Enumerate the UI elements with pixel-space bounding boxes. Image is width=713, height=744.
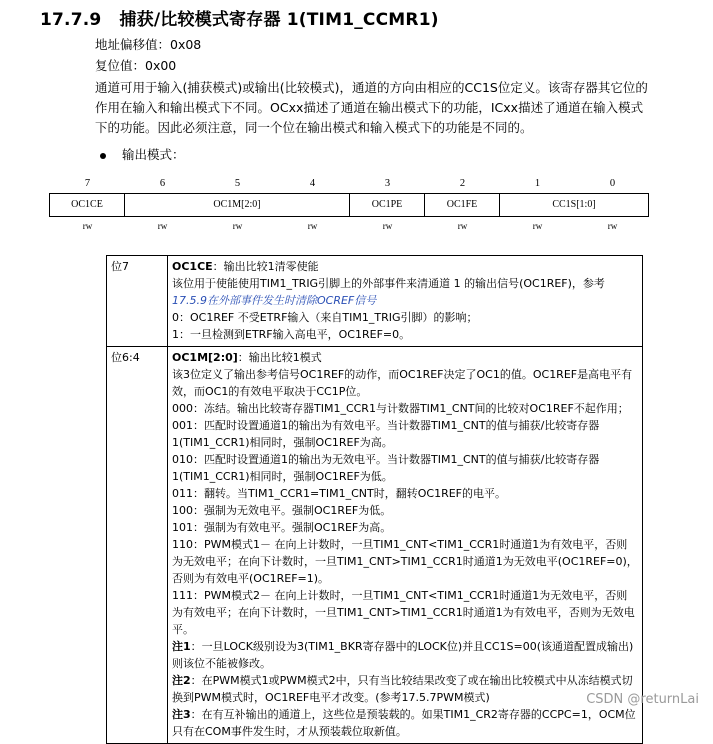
field-name: OC1M[2:0] (172, 351, 238, 364)
description-line: 010：匹配时设置通道1的输出为无效电平。当计数器TIM1_CNT的值与捕获/比较寄存器1(TIM1_CCR1)相同时，强制OC1REF为低。 (172, 453, 600, 483)
note-label: 注2 (172, 674, 191, 687)
bit-description-table (106, 255, 643, 744)
description-line: 001：匹配时设置通道1的输出为有效电平。当计数器TIM1_CNT的值与捕获/比较寄存器1(TIM1_CCR1)相同时，强制OC1REF为高。 (172, 419, 600, 449)
bit-number: 4 (309, 178, 316, 189)
access-type: rw (232, 221, 243, 231)
note-text: ：在有互补输出的通道上，这些位是预装载的。如果TIM1_CR2寄存器的CCPC=1，OCM位只有在COM事件发生时，才从预装载位取新值。 (172, 708, 636, 738)
bit-number-row (50, 178, 650, 190)
table-row (107, 256, 643, 347)
field-oc1ce: OC1CE (50, 194, 125, 216)
field-summary: ：输出比较1模式 (237, 351, 322, 364)
description-line: 000：冻结。输出比较寄存器TIM1_CCR1与计数器TIM1_CNT间的比较对OC1REF不起作用； (172, 402, 629, 415)
bit-number: 5 (234, 178, 241, 189)
section-title (40, 5, 439, 30)
field-oc1m: OC1M[2:0] (125, 194, 350, 216)
description-line: 101：强制为有效电平。强制OC1REF为高。 (172, 521, 392, 534)
description-line: 110：PWM模式1－ 在向上计数时，一旦TIM1_CNT<TIM1_CCR1时通道1为有效电平，否则为无效电平；在向下计数时，一旦TIM1_CNT>TIM1_CCR1时通道1为无效电平(OC1REF=0)，否则为有效电平(OC1REF=1)。 (172, 538, 638, 585)
intro-paragraph: 通道可用于输入(捕获模式)或输出(比较模式)，通道的方向由相应的CC1S位定义。该寄存器其它位的作用在输入和输出模式下不同。OCxx描述了通道在输出模式下的功能，ICxx描述了通道在输入模式下的功能。因此必须注意，同一个位在输出模式和输入模式下的功能是不同的。 (95, 80, 648, 135)
bit-number: 3 (384, 178, 391, 189)
description-line: 011：翻转。当TIM1_CCR1=TIM1_CNT时，翻转OC1REF的电平。 (172, 487, 507, 500)
bullet-dot-icon (100, 153, 106, 159)
description-cell (168, 256, 643, 347)
watermark: CSDN @returnLai (586, 692, 699, 707)
access-type: rw (82, 221, 93, 231)
description-cell (168, 347, 643, 744)
description-line: 该位用于使能使用TIM1_TRIG引脚上的外部事件来清通道 1 的输出信号(OC1REF)，参考 (172, 277, 605, 290)
access-type: rw (532, 221, 543, 231)
field-cc1s: CC1S[1:0] (552, 199, 596, 210)
reference-link[interactable]: 17.5.9在外部事件发生时清除OCREF信号 (172, 294, 377, 307)
address-offset: 地址偏移值：0x08 (95, 37, 202, 52)
description-line: 1：一旦检测到ETRF输入高电平，OC1REF=0。 (172, 328, 411, 341)
bullet-label: 输出模式： (122, 147, 185, 162)
table-row (107, 347, 643, 744)
note-label: 注1 (172, 640, 191, 653)
access-type: rw (157, 221, 168, 231)
field-oc1pe: OC1PE (350, 194, 425, 216)
bit-number: 6 (159, 178, 166, 189)
section-number: 17.7.9 (40, 10, 102, 30)
field-name: OC1CE (172, 260, 213, 273)
reset-value: 复位值：0x00 (95, 58, 177, 73)
bit-number: 7 (84, 178, 91, 189)
note-label: 注3 (172, 708, 191, 721)
access-row (50, 221, 650, 233)
note-text: ：一旦LOCK级别设为3(TIM1_BKR寄存器中的LOCK位)并且CC1S=00(该通道配置成输出)则该位不能被修改。 (172, 640, 634, 670)
output-mode-bullet (100, 145, 185, 163)
access-type: rw (457, 221, 468, 231)
description-line: 100：强制为无效电平。强制OC1REF为低。 (172, 504, 392, 517)
access-type: rw (607, 221, 618, 231)
bit-number: 0 (609, 178, 616, 189)
bit-cell: 位7 (107, 256, 168, 347)
field-oc1fe: OC1FE (425, 194, 500, 216)
description-line: 该3位定义了输出参考信号OC1REF的动作，而OC1REF决定了OC1的值。OC1REF是高电平有效，而OC1的有效电平取决于CC1P位。 (172, 368, 633, 398)
description-line: 111：PWM模式2－ 在向上计数时，一旦TIM1_CNT<TIM1_CCR1时通道1为无效电平，否则为有效电平；在向下计数时，一旦TIM1_CNT>TIM1_CCR1时通道1为有效电平，否则为无效电平。 (172, 589, 635, 636)
bit-cell: 位6:4 (107, 347, 168, 744)
section-heading: 捕获/比较模式寄存器 1(TIM1_CCMR1) (119, 10, 439, 30)
access-type: rw (382, 221, 393, 231)
description-line: 0：OC1REF 不受ETRF输入（来自TIM1_TRIG引脚）的影响； (172, 311, 478, 324)
note-text: ：在PWM模式1或PWM模式2中，只有当比较结果改变了或在输出比较模式中从冻结模式切换到PWM模式时，OC1REF电平才改变。(参考17.5.7PWM模式) (172, 674, 633, 704)
register-field-map (49, 193, 649, 217)
access-type: rw (307, 221, 318, 231)
bit-number: 1 (534, 178, 541, 189)
field-summary: ：输出比较1清零使能 (212, 260, 319, 273)
bit-number: 2 (459, 178, 466, 189)
